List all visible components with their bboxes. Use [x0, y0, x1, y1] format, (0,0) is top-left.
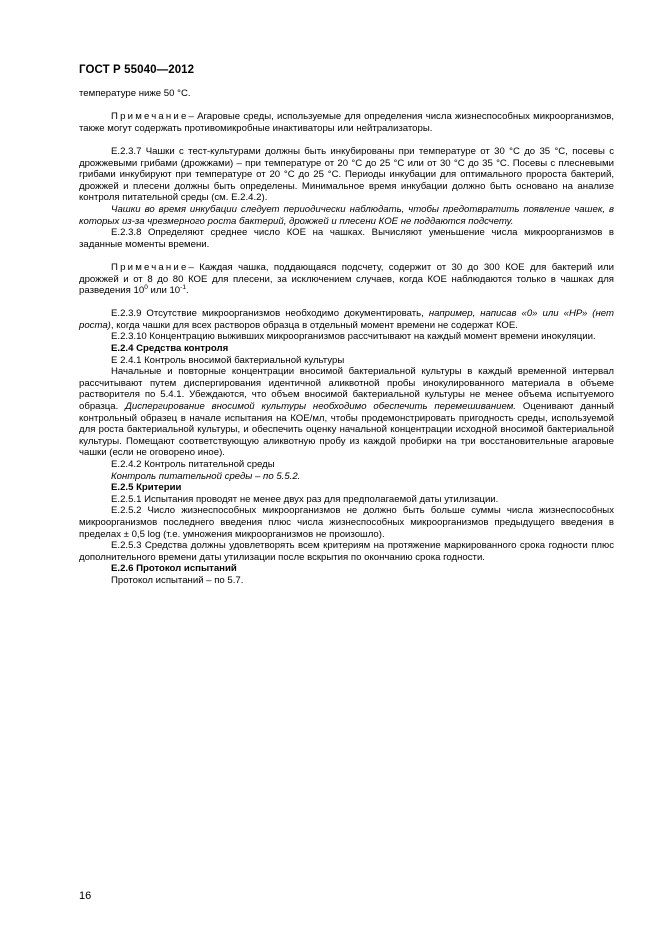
note-1 — [79, 111, 614, 134]
note-2 — [79, 262, 614, 297]
note-1-label: Примечание — [111, 111, 189, 123]
clause-e242-italic: Контроль питательной среды – по 5.5.2. — [111, 470, 301, 482]
document-body — [79, 88, 614, 587]
clause-e242: Е.2.4.2 Контроль питательной среды — [111, 459, 275, 470]
clause-e241-italic: Диспергирование вносимой культуры необходимо обеспечить перемешиванием. — [125, 401, 516, 413]
paragraph-temperature: температуре ниже 50 °С. — [79, 88, 191, 99]
note-2-sup-1: 0 — [144, 284, 148, 292]
note-2-sup-2: -1 — [180, 284, 186, 292]
clause-e239-italic: например, написав «0» или «НР» (нет роста) — [79, 308, 614, 331]
section-e25-title: Е.2.5 Критерии — [111, 482, 182, 494]
clause-e237: Е.2.3.7 Чашки с тест-культурами должны быть инкубированы при температуре от 30 °С до 35 °С, посевы с дрожжевыми грибами (дрожжами) – при температуре от 20 °С до 25 °С или от 30 °С до 35 °С. Посевы с плесневыми грибами инкубируют при температуре от 20 °С до 25 °С. Периоды инкубации для оптимального пророста бактерий, дрожжей и плесени должны быть определены. Минимальное время инкубации должно быть основано на анализе контроля питательной среды (см. Е.2.4.2). — [79, 145, 614, 204]
clause-e241-text-a: Начальные и повторные концентрации вносимой бактериальной культуры в каждый временной интервал рассчитывают путем диспергирования идентичной аликвотной пробы инокулированного материала в объеме растворителя по 5.4.1. Убеждаются, что объем вносимой бактериальной культуры не менее объема испытуемого образца. — [79, 366, 614, 413]
clause-e253: Е.2.5.3 Средства должны удовлетворять всем критериям на протяжение маркированного срока годности плюс дополнительного времени даты утилизации после вскрытия по окончанию срока годности. — [79, 540, 614, 563]
clause-e251: Е.2.5.1 Испытания проводят не менее двух раз для предполагаемой даты утилизации. — [111, 493, 499, 505]
section-e24-title: Е.2.4 Средства контроля — [111, 343, 229, 355]
clause-e239-text-b: , когда чашки для всех растворов образца в отдельный момент времени не содержат КОЕ. — [110, 319, 518, 331]
clause-e2310: Е.2.3.10 Концентрацию выживших микроорганизмов рассчитывают на каждый момент времени инокуляции. — [111, 331, 596, 343]
section-e26-title: Е.2.6 Протокол испытаний — [111, 563, 237, 575]
clause-e241-text-b: Оценивают данный контрольный образец в начале испытания на КОЕ/мл, чтобы продемонстрировать пригодность среды, используемой для роста бактериальной культуры, и обеспечить оценку начальной концентрации исходной вносимой бактериальной культуры. Помещают соответствующую аликвотную пробу из каждой пробирки на три восстановительные агаровые чашки (если не оговорено иное). — [79, 401, 614, 459]
note-1-text: – Агаровые среды, используемые для определения числа жизнеспособных микроорганизмов, также могут содержать противомикробные инактиваторы или нейтрализаторы. — [79, 111, 614, 134]
clause-e26-text: Протокол испытаний – по 5.7. — [111, 574, 244, 586]
note-2-label: Примечание — [111, 261, 189, 273]
note-2-mid: или 10 — [147, 285, 181, 297]
clause-e239 — [79, 308, 614, 331]
clause-e241: Е 2.4.1 Контроль вносимой бактериальной культуры — [111, 354, 345, 366]
clause-e241-text — [79, 366, 614, 459]
page-number: 16 — [79, 890, 92, 902]
clause-e237-italic: Чашки во время инкубации следует периодически наблюдать, чтобы предотвратить появление чашек, в которых из-за чрезмерного роста бактерий, дрожжей и плесени КОЕ не поддаются подсчету. — [79, 203, 614, 227]
note-2-end: . — [185, 285, 189, 297]
note-2-text: – Каждая чашка, поддающаяся подсчету, содержит от 30 до 300 КОЕ для бактерий или дрожжей и от 8 до 80 КОЕ для плесени, за исключением случаев, когда КОЕ наблюдаются только в чашках для разведения 10 — [79, 261, 614, 297]
clause-e252: Е.2.5.2 Число жизнеспособных микроорганизмов не должно быть больше суммы числа жизнеспособных микроорганизмов последнего введения плюс числа жизнеспособных микроорганизмов предыдущего введения в пределах ± 0,5 log (т.е. умножения микроорганизмов не произошло). — [79, 505, 614, 540]
clause-e239-text-a: Е.2.3.9 Отсутствие микроорганизмов необходимо документировать, — [111, 308, 429, 320]
document-header-title: ГОСТ Р 55040—2012 — [79, 64, 195, 76]
clause-e238: Е.2.3.8 Определяют среднее число КОЕ на чашках. Вычисляют уменьшение числа микроорганизмов в заданные моменты времени. — [79, 227, 614, 250]
